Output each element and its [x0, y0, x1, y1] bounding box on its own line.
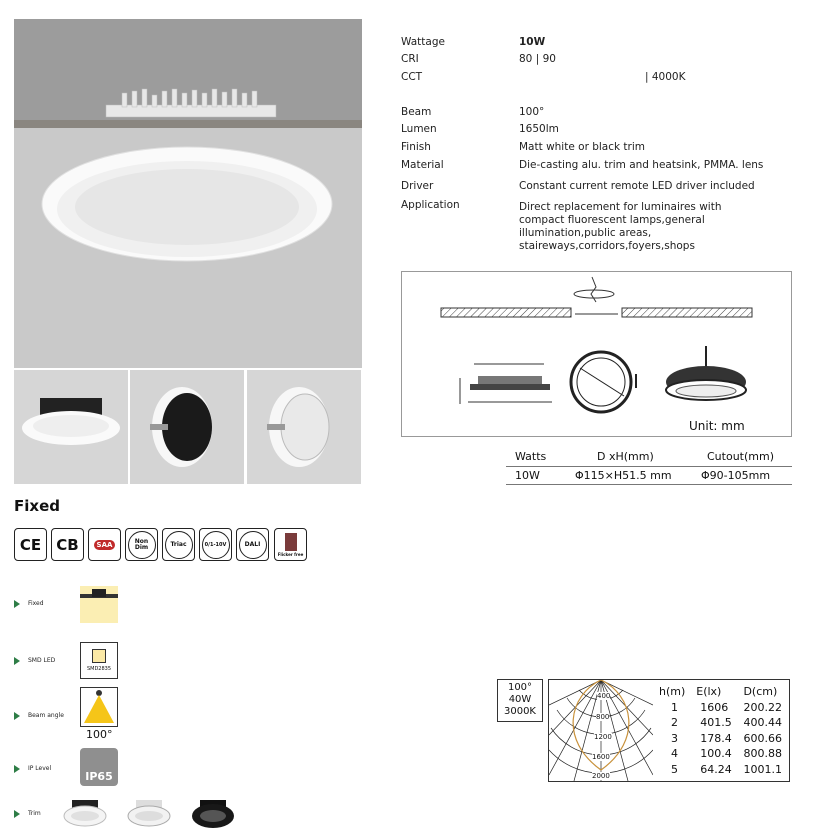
table-header-row: [659, 684, 789, 700]
dimensions-table: [506, 448, 792, 486]
cell-d: 1001.1: [743, 762, 782, 776]
cell-d: 200.22: [743, 700, 782, 714]
saa-mark-icon: [88, 528, 121, 561]
dim-header-size: D xH(mm): [597, 450, 654, 463]
spec-value-finish: Matt white or black trim: [519, 141, 646, 153]
spec-value-material: Die-casting alu. trim and heatsink, PMMA. lens: [519, 159, 764, 171]
cell-d: 800.88: [743, 747, 782, 761]
photometric-chart: [548, 679, 790, 782]
product-thumbnail-front: [14, 370, 128, 484]
cell-d: 600.66: [743, 731, 782, 745]
cell-e: 100.4: [700, 747, 732, 761]
bullet-arrow-icon: [14, 765, 20, 773]
spec-label-material: Material: [401, 159, 444, 171]
flicker-free-icon: [274, 528, 307, 561]
ce-mark-icon: CE: [14, 528, 47, 561]
header-height: h(m): [659, 685, 686, 699]
product-thumbnail-back: [130, 370, 244, 484]
saa-label: SAA: [94, 540, 116, 550]
fixed-mount-icon: [80, 586, 118, 623]
dim-1-10v-icon: [199, 528, 232, 561]
spec-value-beam: 100°: [519, 106, 545, 118]
polar-label-1600: 1600: [592, 753, 610, 761]
spec-label-wattage: Wattage: [401, 36, 445, 48]
dim-header-watts: Watts: [515, 450, 547, 463]
cell-e: 401.5: [700, 716, 732, 730]
dimension-drawing: [401, 271, 792, 437]
table-row: [659, 715, 789, 731]
dim-1-10v-label: 0/1-10V: [202, 531, 230, 559]
header-diameter: D(cm): [743, 685, 778, 699]
spec-label-lumen: Lumen: [401, 123, 437, 135]
header-illuminance: E(lx): [696, 685, 722, 699]
spec-value-cri: 80 | 90: [519, 53, 556, 65]
beam-angle-icon: [80, 687, 118, 727]
feature-label-smd: SMD LED: [28, 657, 56, 664]
polar-label-2000: 2000: [592, 772, 610, 780]
product-thumbnail-side: [247, 370, 361, 484]
legend-power: 40W: [508, 694, 532, 705]
bullet-arrow-icon: [14, 712, 20, 720]
dali-label: DALI: [239, 531, 267, 559]
illuminance-table: [659, 684, 789, 777]
beam-angle-caption: 100°: [86, 728, 113, 741]
cell-d: 400.44: [743, 716, 782, 730]
non-dim-label: Non Dim: [128, 531, 156, 559]
bullet-arrow-icon: [14, 657, 20, 665]
photometric-legend: [497, 679, 543, 722]
table-row: [659, 746, 789, 762]
spec-value-cct: | 4000K: [645, 71, 686, 83]
cell-h: 4: [671, 747, 678, 761]
smd-chip-label: SMD2835: [86, 666, 112, 672]
cell-e: 178.4: [700, 731, 732, 745]
flicker-free-symbol: [285, 533, 297, 551]
cell-h: 1: [671, 700, 678, 714]
ip65-badge-icon: [80, 748, 118, 786]
spec-label-application: Application: [401, 199, 460, 211]
smd-chip-icon: [80, 642, 118, 679]
polar-label-400: 400: [597, 692, 611, 700]
legend-cct: 3000K: [503, 706, 536, 717]
dim-cell-cutout: Φ90-105mm: [701, 469, 771, 482]
triac-icon: [162, 528, 195, 561]
feature-label-beam: Beam angle: [28, 712, 64, 719]
dim-header-cutout: Cutout(mm): [707, 450, 774, 463]
table-row: [659, 762, 789, 778]
dali-icon: [236, 528, 269, 561]
feature-label-ip: IP Level: [28, 765, 52, 772]
section-title: Fixed: [14, 497, 60, 515]
dim-cell-watts: 10W: [515, 469, 540, 482]
flicker-free-label: Flicker free: [277, 551, 304, 557]
cb-mark-icon: CB: [51, 528, 84, 561]
spec-label-cct: CCT: [401, 71, 423, 83]
bullet-arrow-icon: [14, 810, 20, 818]
dim-cell-size: Φ115×H51.5 mm: [575, 469, 672, 482]
spec-value-driver: Constant current remote LED driver included: [519, 180, 755, 192]
spec-value-application: Direct replacement for luminaires with compact fluorescent lamps,general illumination,public areas, staireways,corridors,foyers,shops: [519, 201, 722, 252]
polar-label-800: 800: [596, 713, 610, 721]
spec-label-finish: Finish: [401, 141, 431, 153]
spec-value-wattage: 10W: [519, 36, 546, 48]
legend-beam: 100°: [507, 682, 533, 693]
unit-label: Unit: mm: [689, 419, 745, 433]
spec-label-cri: CRI: [401, 53, 419, 65]
triac-label: Triac: [165, 531, 193, 559]
feature-label-fixed: Fixed: [28, 600, 44, 607]
spec-label-beam: Beam: [401, 106, 432, 118]
spec-value-lumen: 1650lm: [519, 123, 559, 135]
cell-h: 3: [671, 731, 678, 745]
cell-h: 2: [671, 716, 678, 730]
table-row: [659, 700, 789, 716]
table-row: [659, 731, 789, 747]
ip65-label: IP65: [85, 770, 113, 783]
feature-label-trim: Trim: [28, 810, 41, 817]
cell-e: 64.24: [700, 762, 732, 776]
polar-label-1200: 1200: [594, 733, 612, 741]
trim-options-images: [62, 796, 262, 832]
bullet-arrow-icon: [14, 600, 20, 608]
smd-chip-symbol: [92, 649, 106, 663]
cell-h: 5: [671, 762, 678, 776]
spec-label-driver: Driver: [401, 180, 434, 192]
cell-e: 1606: [700, 700, 729, 714]
non-dim-icon: [125, 528, 158, 561]
product-photo-main: [14, 19, 362, 368]
